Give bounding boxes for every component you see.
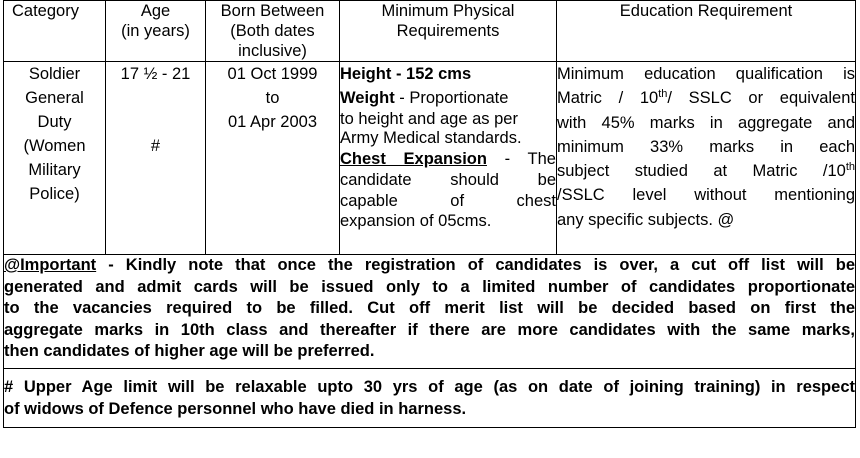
important-note: @Important - Kindly note that once the registration of candidates is over, a cut off list will be generated and admit cards will be issued only to a limited number of candidates proportionate to the vacancies required to be filled. Cut off merit list will be decided based on first the aggregate marks in 10th class and thereafter if there are more candidates with the same marks, then candidates of higher age will be preferred. xyxy=(4,255,856,369)
header-born-between: Born Between (Both dates inclusive) xyxy=(206,1,340,62)
age-note-row xyxy=(4,369,856,428)
eligibility-table xyxy=(3,0,856,428)
born-to-word: to xyxy=(265,89,280,107)
cell-physical-requirements: Height - 152 cms Weight - Proportionate to height and age as per Army Medical standards. Chest Expansion - The candidate should be capable of chest expansion of 05cms. xyxy=(340,62,557,255)
category-line: General xyxy=(25,89,84,107)
cell-education: Minimum education qualification is Matric / 10th/ SSLC or equivalent with 45% marks in aggregate and minimum 33% marks in each subject studied at Matric /10th /SSLC level without mentioning any specific subjects. @ xyxy=(557,62,856,255)
important-note-row xyxy=(4,255,856,369)
weight-label: Weight xyxy=(340,89,395,107)
table-header-row xyxy=(4,1,856,62)
height-label: Height xyxy=(340,65,392,83)
height-value: - 152 cms xyxy=(395,65,472,83)
table-row xyxy=(4,62,856,255)
category-line: Military xyxy=(28,161,81,179)
born-to-date: 01 Apr 2003 xyxy=(228,113,317,131)
chest-expansion-label: Chest Expansion xyxy=(340,150,487,168)
header-education: Education Requirement xyxy=(557,1,856,62)
age-footnote-mark: # xyxy=(150,137,161,155)
age-relaxation-note: # Upper Age limit will be relaxable upto 30 yrs of age (as on date of joining training) in respect of widows of Defence personnel who have died in harness. xyxy=(4,369,856,428)
category-line: Duty xyxy=(37,113,72,131)
category-line: Soldier xyxy=(28,65,81,83)
born-from-date: 01 Oct 1999 xyxy=(227,65,318,83)
category-line: (Women xyxy=(23,137,86,155)
cell-category xyxy=(4,62,106,255)
header-age: Age (in years) xyxy=(106,1,206,62)
header-category: Category xyxy=(4,1,106,62)
header-physical-requirements: Minimum Physical Requirements xyxy=(340,1,557,62)
cell-born-between xyxy=(206,62,340,255)
important-label: @Important xyxy=(4,256,97,274)
age-range: 17 ½ - 21 xyxy=(120,65,191,83)
cell-age xyxy=(106,62,206,255)
category-line: Police) xyxy=(29,185,80,203)
